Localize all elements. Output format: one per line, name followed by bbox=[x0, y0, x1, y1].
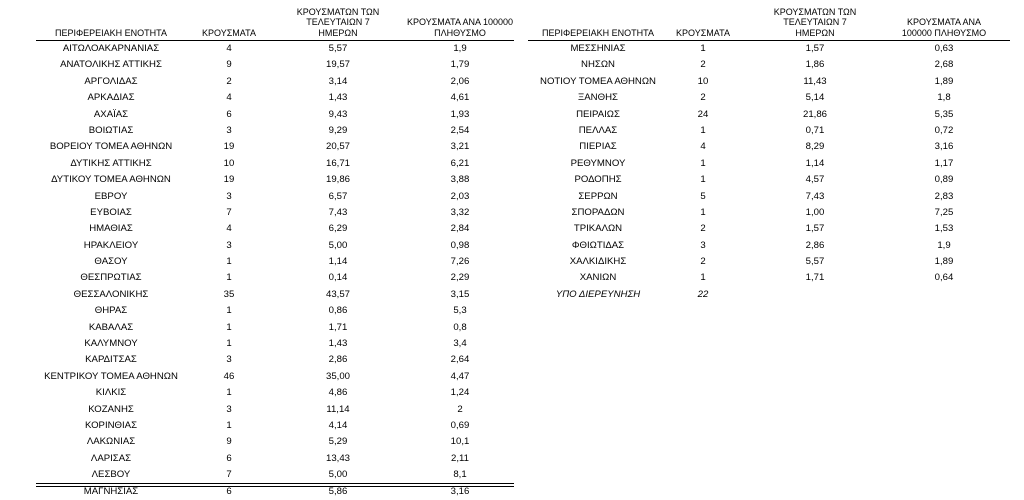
cases-7d-cell: 8,29 bbox=[805, 141, 825, 153]
region-cell: ΡΟΔΟΠΗΣ bbox=[574, 174, 622, 186]
cases-cell: 2 bbox=[700, 92, 706, 104]
cases-cell: 1 bbox=[226, 387, 232, 399]
right-table-header bbox=[528, 0, 1010, 41]
cases-7d-cell: 2,86 bbox=[328, 354, 348, 366]
cases-7d-cell: 35,00 bbox=[325, 370, 350, 382]
cases-cell: 1 bbox=[226, 256, 232, 268]
per-100k-cell: 4,47 bbox=[450, 370, 470, 382]
table-row bbox=[528, 90, 1010, 106]
cases-7d-cell: 43,57 bbox=[325, 288, 350, 300]
region-cell: ΚΙΛΚΙΣ bbox=[95, 387, 127, 399]
per-100k-cell: 2 bbox=[457, 403, 463, 415]
region-cell: ΜΑΓΝΗΣΙΑΣ bbox=[83, 485, 139, 497]
cases-cell: 10 bbox=[697, 75, 709, 87]
right-table-body bbox=[528, 41, 1010, 303]
region-cell: ΚΟΖΑΝΗΣ bbox=[88, 403, 134, 415]
region-cell: ΠΕΙΡΑΙΩΣ bbox=[576, 108, 620, 120]
table-row bbox=[36, 156, 514, 172]
per-100k-cell: 10,1 bbox=[450, 436, 470, 448]
per-100k-cell: 5,3 bbox=[453, 305, 467, 317]
cases-cell: 35 bbox=[223, 288, 235, 300]
left-table-body bbox=[36, 41, 514, 500]
cases-cell: 1 bbox=[226, 419, 232, 431]
cases-cell: 1 bbox=[226, 272, 232, 284]
per-100k-cell: 3,88 bbox=[450, 174, 470, 186]
table-row bbox=[36, 270, 514, 286]
table-row bbox=[36, 238, 514, 254]
table-row bbox=[36, 254, 514, 270]
region-cell: ΗΜΑΘΙΑΣ bbox=[89, 223, 133, 235]
cases-cell: 2 bbox=[226, 75, 232, 87]
table-row bbox=[36, 90, 514, 106]
table-row bbox=[528, 41, 1010, 57]
cases-cell: 1 bbox=[226, 338, 232, 350]
cases-cell: 3 bbox=[700, 239, 706, 251]
header-cases-7d: ΚΡΟΥΣΜΑΤΩΝ ΤΩΝ ΤΕΛΕΥΤΑΙΩΝ 7 ΗΜΕΡΩΝ bbox=[296, 6, 380, 38]
per-100k-cell: 3,4 bbox=[453, 338, 467, 350]
cases-cell: 4 bbox=[700, 141, 706, 153]
region-cell: ΤΡΙΚΑΛΩΝ bbox=[573, 223, 623, 235]
cases-7d-cell: 5,57 bbox=[328, 43, 348, 54]
cases-7d-cell: 5,00 bbox=[328, 239, 348, 251]
region-cell: ΚΑΡΔΙΤΣΑΣ bbox=[85, 354, 137, 366]
cases-7d-cell: 1,14 bbox=[805, 157, 825, 169]
region-cell: ΑΝΑΤΟΛΙΚΗΣ ΑΤΤΙΚΗΣ bbox=[60, 59, 162, 71]
cases-cell: 7 bbox=[226, 469, 232, 481]
table-row bbox=[528, 172, 1010, 188]
cases-cell: 46 bbox=[223, 370, 235, 382]
table-row bbox=[36, 123, 514, 139]
cases-7d-cell: 5,00 bbox=[328, 469, 348, 481]
region-cell: ΑΡΚΑΔΙΑΣ bbox=[87, 92, 135, 104]
cases-7d-cell: 1,14 bbox=[328, 256, 348, 268]
per-100k-cell: 2,54 bbox=[450, 124, 470, 136]
cases-cell: 2 bbox=[700, 256, 706, 268]
header-region: ΠΕΡΙΦΕΡΕΙΑΚΗ ΕΝΟΤΗΤΑ bbox=[54, 27, 168, 38]
table-row bbox=[36, 205, 514, 221]
cases-7d-cell: 5,57 bbox=[805, 256, 825, 268]
region-cell: ΣΕΡΡΩΝ bbox=[578, 190, 618, 202]
table-row bbox=[36, 418, 514, 434]
header-region: ΠΕΡΙΦΕΡΕΙΑΚΗ ΕΝΟΤΗΤΑ bbox=[541, 27, 655, 38]
per-100k-cell: 1,89 bbox=[934, 256, 954, 268]
table-row bbox=[36, 385, 514, 401]
table-row bbox=[36, 57, 514, 73]
cases-cell: 3 bbox=[226, 403, 232, 415]
region-cell: ΦΘΙΩΤΙΔΑΣ bbox=[571, 239, 625, 251]
cases-7d-cell: 5,29 bbox=[328, 436, 348, 448]
table-row bbox=[528, 254, 1010, 270]
table-row bbox=[36, 369, 514, 385]
per-100k-cell: 1,89 bbox=[934, 75, 954, 87]
cases-7d-cell: 19,57 bbox=[325, 59, 350, 71]
header-cases-7d: ΚΡΟΥΣΜΑΤΩΝ ΤΩΝ ΤΕΛΕΥΤΑΙΩΝ 7 ΗΜΕΡΩΝ bbox=[773, 6, 857, 38]
cases-7d-cell: 7,43 bbox=[805, 190, 825, 202]
cases-cell: 22 bbox=[697, 288, 709, 300]
table-row bbox=[36, 434, 514, 450]
cases-cell: 3 bbox=[226, 124, 232, 136]
table-row bbox=[36, 41, 514, 57]
region-cell: ΠΕΛΛΑΣ bbox=[578, 124, 618, 136]
per-100k-cell: 7,26 bbox=[450, 256, 470, 268]
cases-cell: 3 bbox=[226, 354, 232, 366]
cases-7d-cell: 4,14 bbox=[328, 419, 348, 431]
region-cell: ΑΙΤΩΛΟΑΚΑΡΝΑΝΙΑΣ bbox=[62, 43, 160, 54]
per-100k-cell: 1,24 bbox=[450, 387, 470, 399]
region-cell: ΘΑΣΟΥ bbox=[94, 256, 128, 268]
region-cell: ΒΟΙΩΤΙΑΣ bbox=[88, 124, 134, 136]
cases-cell: 2 bbox=[700, 59, 706, 71]
cases-cell: 7 bbox=[226, 206, 232, 218]
region-cell: ΚΑΒΑΛΑΣ bbox=[88, 321, 134, 333]
table-row bbox=[36, 107, 514, 123]
region-cell: ΜΕΣΣΗΝΙΑΣ bbox=[570, 43, 626, 54]
table-row bbox=[36, 336, 514, 352]
cases-cell: 4 bbox=[226, 43, 232, 54]
region-cell: ΧΑΛΚΙΔΙΚΗΣ bbox=[569, 256, 627, 268]
per-100k-cell: 0,8 bbox=[453, 321, 467, 333]
table-row bbox=[36, 320, 514, 336]
per-100k-cell: 8,1 bbox=[453, 469, 467, 481]
cases-cell: 1 bbox=[226, 321, 232, 333]
table-bottom-rule bbox=[36, 483, 514, 487]
cases-7d-cell: 13,43 bbox=[325, 452, 350, 464]
per-100k-cell: 1,9 bbox=[453, 43, 467, 54]
header-cases: ΚΡΟΥΣΜΑΤΑ bbox=[676, 27, 730, 38]
header-per-100k: ΚΡΟΥΣΜΑΤΑ ΑΝΑ 100000 ΠΛΗΘΥΣΜΟ bbox=[407, 17, 513, 38]
table-row bbox=[36, 402, 514, 418]
cases-7d-cell: 1,86 bbox=[805, 59, 825, 71]
per-100k-cell: 2,83 bbox=[934, 190, 954, 202]
per-100k-cell: 3,16 bbox=[934, 141, 954, 153]
per-100k-cell: 1,17 bbox=[934, 157, 954, 169]
per-100k-cell: 0,72 bbox=[934, 124, 954, 136]
table-row bbox=[36, 451, 514, 467]
cases-7d-cell: 21,86 bbox=[802, 108, 827, 120]
table-row bbox=[528, 139, 1010, 155]
table-row bbox=[528, 270, 1010, 286]
table-row bbox=[36, 139, 514, 155]
cases-cell: 1 bbox=[700, 157, 706, 169]
cases-cell: 5 bbox=[700, 190, 706, 202]
cases-7d-cell: 0,14 bbox=[328, 272, 348, 284]
cases-cell: 10 bbox=[223, 157, 235, 169]
region-cell: ΚΕΝΤΡΙΚΟΥ ΤΟΜΕΑ ΑΘΗΝΩΝ bbox=[44, 370, 178, 382]
table-row bbox=[528, 205, 1010, 221]
per-100k-cell: 2,64 bbox=[450, 354, 470, 366]
cases-cell: 2 bbox=[700, 223, 706, 235]
cases-7d-cell: 1,71 bbox=[805, 272, 825, 284]
cases-cell: 6 bbox=[226, 108, 232, 120]
table-row bbox=[528, 287, 1010, 303]
cases-7d-cell: 11,43 bbox=[803, 75, 827, 87]
cases-7d-cell: 9,43 bbox=[328, 108, 348, 120]
region-cell: ΗΡΑΚΛΕΙΟΥ bbox=[83, 239, 139, 251]
region-cell: ΝΗΣΩΝ bbox=[581, 59, 615, 71]
cases-cell: 1 bbox=[700, 272, 706, 284]
header-cases: ΚΡΟΥΣΜΑΤΑ bbox=[202, 27, 256, 38]
per-100k-cell: 1,79 bbox=[450, 59, 470, 71]
table-row bbox=[528, 156, 1010, 172]
region-cell: ΘΕΣΣΑΛΟΝΙΚΗΣ bbox=[73, 288, 149, 300]
per-100k-cell: 1,8 bbox=[937, 92, 951, 104]
table-row bbox=[36, 74, 514, 90]
cases-7d-cell: 6,29 bbox=[328, 223, 348, 235]
cases-7d-cell: 20,57 bbox=[325, 141, 350, 153]
table-row bbox=[36, 467, 514, 483]
table-row bbox=[528, 238, 1010, 254]
table-row bbox=[36, 287, 514, 303]
header-per-100k: ΚΡΟΥΣΜΑΤΑ ΑΝΑ 100000 ΠΛΗΘΥΣΜΟ bbox=[901, 17, 987, 38]
cases-7d-cell: 0,71 bbox=[805, 124, 825, 136]
cases-7d-cell: 5,14 bbox=[805, 92, 825, 104]
cases-cell: 19 bbox=[223, 141, 235, 153]
region-cell: ΕΒΡΟΥ bbox=[94, 190, 128, 202]
per-100k-cell: 0,69 bbox=[450, 419, 470, 431]
table-row bbox=[528, 189, 1010, 205]
region-cell: ΑΡΓΟΛΙΔΑΣ bbox=[84, 75, 138, 87]
per-100k-cell: 2,68 bbox=[934, 59, 954, 71]
region-cell: ΑΧΑΪΑΣ bbox=[93, 108, 129, 120]
right-table bbox=[528, 0, 1010, 303]
cases-cell: 1 bbox=[700, 43, 706, 54]
table-row bbox=[36, 352, 514, 368]
per-100k-cell: 3,15 bbox=[450, 288, 470, 300]
cases-7d-cell: 4,86 bbox=[328, 387, 348, 399]
region-cell: ΔΥΤΙΚΗΣ ΑΤΤΙΚΗΣ bbox=[70, 157, 152, 169]
per-100k-cell: 2,29 bbox=[450, 272, 470, 284]
per-100k-cell: 0,63 bbox=[934, 43, 954, 54]
cases-cell: 6 bbox=[226, 485, 232, 497]
cases-7d-cell: 19,86 bbox=[325, 174, 350, 186]
left-table-header bbox=[36, 0, 514, 41]
region-cell: ΣΠΟΡΑΔΩΝ bbox=[571, 206, 625, 218]
region-cell: ΝΟΤΙΟΥ ΤΟΜΕΑ ΑΘΗΝΩΝ bbox=[540, 75, 656, 87]
table-row bbox=[528, 107, 1010, 123]
per-100k-cell: 3,21 bbox=[450, 141, 470, 153]
cases-7d-cell: 11,14 bbox=[326, 403, 350, 415]
cases-cell: 3 bbox=[226, 239, 232, 251]
cases-cell: 4 bbox=[226, 223, 232, 235]
region-cell: ΠΙΕΡΙΑΣ bbox=[579, 141, 617, 153]
cases-7d-cell: 1,43 bbox=[328, 92, 348, 104]
region-cell: ΚΟΡΙΝΘΙΑΣ bbox=[84, 419, 138, 431]
cases-7d-cell: 1,00 bbox=[805, 206, 825, 218]
cases-7d-cell: 3,14 bbox=[328, 75, 348, 87]
region-cell: ΒΟΡΕΙΟΥ ΤΟΜΕΑ ΑΘΗΝΩΝ bbox=[49, 141, 173, 153]
cases-7d-cell: 1,43 bbox=[328, 338, 348, 350]
cases-7d-cell: 5,86 bbox=[328, 485, 348, 497]
cases-7d-cell: 4,57 bbox=[805, 174, 825, 186]
cases-cell: 3 bbox=[226, 190, 232, 202]
table-row bbox=[528, 57, 1010, 73]
cases-cell: 4 bbox=[226, 92, 232, 104]
cases-7d-cell: 1,71 bbox=[328, 321, 348, 333]
cases-cell: 9 bbox=[226, 436, 232, 448]
region-cell: ΥΠΟ ΔΙΕΡΕΥΝΗΣΗ bbox=[555, 288, 641, 300]
region-cell: ΡΕΘΥΜΝΟΥ bbox=[570, 157, 626, 169]
cases-7d-cell: 7,43 bbox=[328, 206, 348, 218]
region-cell: ΞΑΝΘΗΣ bbox=[578, 92, 618, 104]
per-100k-cell: 0,98 bbox=[450, 239, 470, 251]
table-row bbox=[528, 123, 1010, 139]
table-row bbox=[36, 189, 514, 205]
region-cell: ΧΑΝΙΩΝ bbox=[579, 272, 617, 284]
cases-cell: 6 bbox=[226, 452, 232, 464]
cases-7d-cell: 16,71 bbox=[325, 157, 350, 169]
region-cell: ΚΑΛΥΜΝΟΥ bbox=[84, 338, 138, 350]
cases-cell: 9 bbox=[226, 59, 232, 71]
per-100k-cell: 4,61 bbox=[450, 92, 470, 104]
per-100k-cell: 3,16 bbox=[450, 485, 470, 497]
cases-cell: 1 bbox=[700, 206, 706, 218]
per-100k-cell: 0,89 bbox=[934, 174, 954, 186]
cases-cell: 19 bbox=[223, 174, 235, 186]
region-cell: ΔΥΤΙΚΟΥ ΤΟΜΕΑ ΑΘΗΝΩΝ bbox=[51, 174, 171, 186]
cases-cell: 24 bbox=[697, 108, 709, 120]
region-cell: ΘΕΣΠΡΩΤΙΑΣ bbox=[80, 272, 142, 284]
cases-7d-cell: 1,57 bbox=[805, 223, 825, 235]
cases-7d-cell: 0,86 bbox=[328, 305, 348, 317]
region-cell: ΕΥΒΟΙΑΣ bbox=[90, 206, 132, 218]
per-100k-cell: 2,03 bbox=[450, 190, 470, 202]
region-cell: ΛΕΣΒΟΥ bbox=[91, 469, 131, 481]
cases-cell: 1 bbox=[700, 124, 706, 136]
left-table bbox=[36, 0, 514, 500]
cases-7d-cell: 6,57 bbox=[328, 190, 348, 202]
cases-7d-cell: 1,57 bbox=[805, 43, 825, 54]
region-cell: ΘΗΡΑΣ bbox=[94, 305, 128, 317]
table-row bbox=[36, 221, 514, 237]
per-100k-cell: 3,32 bbox=[450, 206, 470, 218]
per-100k-cell: 1,9 bbox=[937, 239, 951, 251]
table-row bbox=[36, 303, 514, 319]
table-row bbox=[528, 221, 1010, 237]
region-cell: ΛΑΚΩΝΙΑΣ bbox=[86, 436, 136, 448]
table-row bbox=[528, 74, 1010, 90]
region-cell: ΛΑΡΙΣΑΣ bbox=[90, 452, 132, 464]
per-100k-cell: 1,53 bbox=[934, 223, 954, 235]
per-100k-cell: 5,35 bbox=[934, 108, 954, 120]
per-100k-cell: 0,64 bbox=[934, 272, 954, 284]
per-100k-cell: 2,84 bbox=[450, 223, 470, 235]
cases-7d-cell: 9,29 bbox=[328, 124, 348, 136]
per-100k-cell: 1,93 bbox=[450, 108, 470, 120]
table-row bbox=[36, 172, 514, 188]
cases-cell: 1 bbox=[700, 174, 706, 186]
per-100k-cell: 7,25 bbox=[934, 206, 954, 218]
per-100k-cell: 2,11 bbox=[451, 452, 469, 464]
cases-7d-cell: 2,86 bbox=[805, 239, 825, 251]
cases-cell: 1 bbox=[226, 305, 232, 317]
per-100k-cell: 2,06 bbox=[450, 75, 470, 87]
per-100k-cell: 6,21 bbox=[450, 157, 470, 169]
